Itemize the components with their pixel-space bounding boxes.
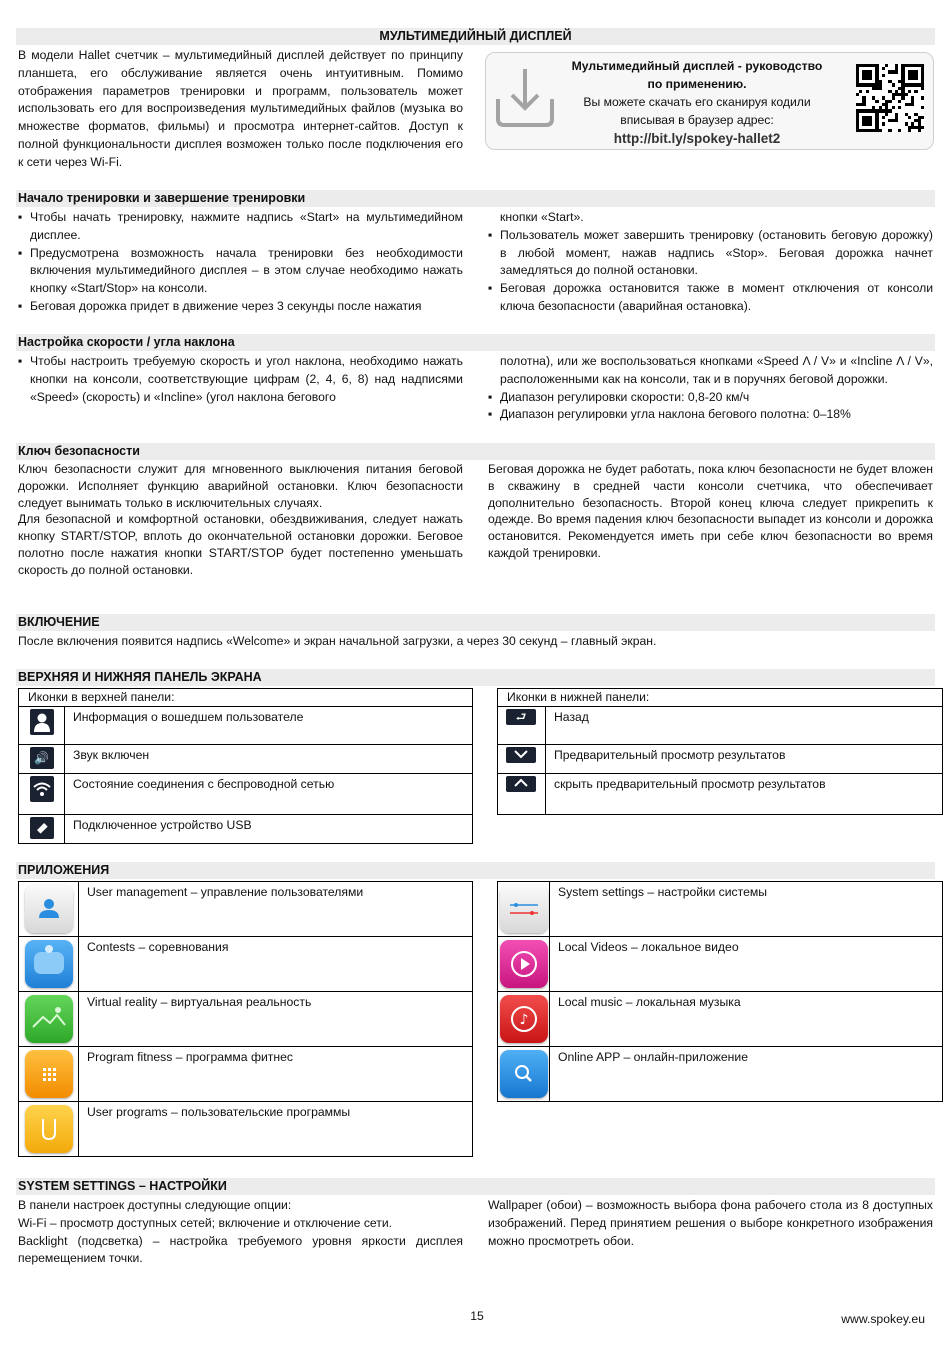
list-item: ▪ Беговая дорожка остановится также в момент отключения от консоли ключа безопасности (аварийная остановка). — [488, 281, 933, 313]
app-label: Local Videos – локальное видео — [550, 937, 943, 992]
power-text: После включения появится надпись «Welcome» и экран начальной загрузки, а через 30 секунд – главный экран. — [18, 634, 657, 648]
wifi-icon — [30, 776, 54, 802]
key-right-p: Беговая дорожка не будет работать, пока ключ безопасности не будет вложен в скважину в средней части консоли счетчика, что обеспечивает дополнительно безопасность. Второй конец ключа следует прикрепить к одежде. Во время падения ключ безопасности выпадет из консоли и дорожка остановится. Рекомендуется иметь при себе ключ безопасности во время каждой тренировки. — [488, 462, 933, 560]
top-row-label: Информация о вошедшем пользователе — [65, 707, 473, 745]
user-management-icon — [25, 885, 73, 933]
bottom-row-label: Назад — [546, 707, 943, 745]
section-apps-title: ПРИЛОЖЕНИЯ — [16, 862, 935, 879]
guide-title-2: по применению. — [647, 77, 747, 91]
settings-right-text: Wallpaper (обои) – возможность выбора фона рабочего стола из 8 доступных изображений. Перед принятием решения о выборе конкретного изображения можно просмотреть обои. — [488, 1198, 933, 1248]
app-label: Program fitness – программа фитнес — [79, 1047, 473, 1102]
section-key-title: Ключ безопасности — [16, 443, 935, 460]
section-panels-title: ВЕРХНЯЯ И НИЖНЯЯ ПАНЕЛЬ ЭКРАНА — [16, 669, 935, 686]
list-item: ▪ Беговая дорожка придет в движение через 3 секунды после нажатия — [18, 298, 422, 313]
start-stop-left-list — [18, 209, 463, 316]
speaker-icon: 🔊 — [30, 747, 54, 769]
app-label: User management – управление пользователями — [79, 882, 473, 937]
guide-title-1: Мультимедийный дисплей - руководство — [571, 59, 823, 73]
page-title: МУЛЬТИМЕДИЙНЫЙ ДИСПЛЕЙ — [379, 29, 572, 43]
page-title-bar — [16, 28, 935, 45]
bottom-panel-header: Иконки в нижней панели: — [498, 689, 943, 707]
user-programs-icon — [25, 1105, 73, 1153]
list-item: ▪ Диапазон регулировки скорости: 0,8-20 км/ч — [488, 389, 750, 404]
top-panel-header: Иконки в верхней панели: — [19, 689, 473, 707]
qr-code — [856, 64, 924, 132]
start-stop-right-list — [488, 227, 933, 316]
list-item: ▪ Диапазон регулировки угла наклона бегового полотна: 0–18% — [488, 407, 851, 422]
contests-icon — [25, 940, 73, 988]
speed-right-list — [488, 389, 933, 425]
page-number: 15 — [470, 1309, 484, 1323]
section-power-title: ВКЛЮЧЕНИЕ — [16, 614, 935, 631]
settings-left-line: В панели настроек доступны следующие опции: — [18, 1198, 292, 1212]
svg-text:♪: ♪ — [519, 1012, 528, 1028]
app-label: Local music – локальная музыка — [550, 992, 943, 1047]
list-item: ▪ Чтобы начать тренировку, нажмите надпись «Start» на мультимедийном дисплее. — [18, 210, 463, 242]
user-icon — [30, 709, 54, 735]
app-label: Online APP – онлайн-приложение — [550, 1047, 943, 1102]
bottom-row-label: скрыть предварительный просмотр результатов — [546, 774, 943, 815]
usb-icon — [30, 817, 54, 839]
guide-box — [485, 52, 934, 150]
key-left-p1: Ключ безопасности служит для мгновенного выключения питания беговой дорожки. Исполняет функцию аварийной остановки. Ключ безопасности следует вынимать только в исключительных случаях. — [18, 462, 463, 510]
virtual-reality-icon — [25, 995, 73, 1043]
chevron-down-icon — [506, 747, 536, 763]
list-item: ▪ Предусмотрена возможность начала тренировки без необходимости включения мультимедийного дисплея – в этом случае необходимо нажать кнопку «Start/Stop» на консоли. — [18, 245, 463, 296]
back-icon: ⮐ — [506, 709, 536, 725]
footer-website[interactable]: www.spokey.eu — [841, 1312, 925, 1326]
section-start-stop-title: Начало тренировки и завершение тренировки — [16, 190, 935, 207]
apps-left-table — [18, 881, 473, 1157]
intro-text: В модели Hallet счетчик – мультимедийный дисплей действует по принципу планшета, его обслуживание является очень интуитивным. Помимо отображения параметров тренировки и программ, пользователь может использовать его для воспроизведения мультимедийных файлов (музыка во множестве форматов, фильмы) и просмотра интернет-сайтов. Доступ к полной функциональности дисплея возможен только после подключения его к сети через Wi-Fi. — [18, 48, 463, 169]
top-panel-table — [18, 688, 473, 844]
settings-left-line: Wi-Fi – просмотр доступных сетей; включение и отключение сети. — [18, 1215, 393, 1230]
local-music-icon — [500, 995, 548, 1043]
list-item: ▪ Пользователь может завершить тренировку (остановить беговую дорожку) в любой момент, нажав надпись «Stop». Беговая дорожка начнет замедляться до полной остановки. — [488, 227, 933, 278]
top-row-label: Подключенное устройство USB — [65, 815, 473, 844]
local-videos-icon — [500, 940, 548, 988]
speed-continuation: полотна), или же воспользоваться кнопками «Speed Λ / V» и «Incline Λ / V», расположенными как на консоли, так и в поручнях беговой дорожки. — [500, 354, 933, 386]
download-icon — [492, 63, 558, 129]
section-speed-title: Настройка скорости / угла наклона — [16, 334, 935, 351]
app-label: Virtual reality – виртуальная реальность — [79, 992, 473, 1047]
key-left-p2: Для безопасной и комфортной остановки, обездвиживания, следует нажать кнопку START/STOP, вплоть до окончательной остановки дорожки. Беговое полотно после нажатия кнопки START/STOP будет постепенно уменьшать скорость до полной остановки. — [18, 512, 463, 577]
online-app-icon — [500, 1050, 548, 1098]
program-fitness-icon — [25, 1050, 73, 1098]
speed-left-list — [18, 353, 463, 406]
guide-text-2: вписывая в браузер адрес: — [620, 113, 774, 127]
settings-left-line: Backlight (подсветка) – настройка требуемого уровня яркости дисплея перемещением точки. — [18, 1233, 463, 1266]
list-item: ▪ Чтобы настроить требуемую скорость и угол наклона, необходимо нажать кнопки на консоли, соответствующие цифрам (2, 4, 6, 8) над надписями «Speed» (скорость) и «Incline» (угол наклона бегового — [18, 354, 463, 404]
start-stop-continuation: кнопки «Start». — [500, 210, 584, 224]
top-row-label: Звук включен — [65, 745, 473, 774]
bottom-panel-table — [497, 688, 943, 815]
top-row-label: Состояние соединения с беспроводной сетью — [65, 774, 473, 815]
section-settings-title: SYSTEM SETTINGS – НАСТРОЙКИ — [16, 1178, 935, 1195]
apps-right-table — [497, 881, 943, 1102]
app-label: User programs – пользовательские программы — [79, 1102, 473, 1157]
chevron-up-icon — [506, 776, 536, 792]
guide-url[interactable]: http://bit.ly/spokey-hallet2 — [613, 131, 781, 146]
system-settings-icon — [500, 885, 548, 933]
app-label: Contests – соревнования — [79, 937, 473, 992]
guide-text-1: Вы можете скачать его сканируя кодили — [583, 95, 811, 109]
app-label: System settings – настройки системы — [550, 882, 943, 937]
bottom-row-label: Предварительный просмотр результатов — [546, 745, 943, 774]
